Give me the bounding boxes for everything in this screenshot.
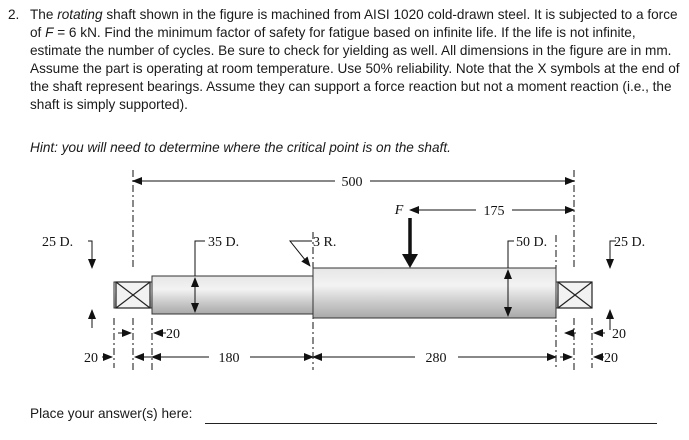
shaft-body xyxy=(114,268,592,318)
right-end-diameter-label: 25 D. xyxy=(614,235,646,250)
dim-left-segment xyxy=(152,351,313,366)
step-35-diameter-label: 35 D. xyxy=(208,235,240,250)
dim-overall xyxy=(133,175,574,190)
dim-mid-segment xyxy=(313,351,556,366)
answer-input-line[interactable] xyxy=(205,423,657,424)
problem-text-part: = 6 kN. Find the minimum factor of safety for fatigue based on infinite life. If the life is not infinite, estimate the number of cycles. Be sure to check for yielding as well. All dimensions in the figure are in mm. Assume the part is operating at room temperature. Use 50% reliability. Note that the X symbols at the end of the shaft represent bearings. Assume they can support a force reaction but not a moment reaction (i.e., the shaft is simply supported). xyxy=(30,25,680,112)
dim-right-shoulder-label: 20 xyxy=(612,327,626,342)
left-end-diameter xyxy=(42,235,92,328)
left-bearing xyxy=(116,282,150,308)
main-section-50 xyxy=(313,268,556,318)
dim-left-bearing-label: 20 xyxy=(84,351,98,366)
problem-text-part: The xyxy=(30,7,58,22)
dim-left-shoulder xyxy=(118,327,180,342)
hint-text: Hint: you will need to determine where the critical point is on the shaft. xyxy=(30,140,451,155)
dim-left-segment-label: 180 xyxy=(218,351,240,366)
dim-left-shoulder-label: 20 xyxy=(166,327,180,342)
right-bearing xyxy=(558,282,592,308)
dim-right-bearing-label: 20 xyxy=(604,351,618,366)
left-step-35 xyxy=(152,276,313,314)
applied-force xyxy=(394,203,418,268)
dim-overall-label: 500 xyxy=(341,175,363,190)
force-symbol: F xyxy=(45,25,54,40)
dim-left-bearing xyxy=(84,351,160,366)
problem-text-italic: rotating xyxy=(57,7,103,22)
right-end-diameter xyxy=(610,235,645,330)
fillet-radius-label: 3 R. xyxy=(313,235,337,250)
dim-right-bearing xyxy=(560,351,618,366)
big-diameter-label: 50 D. xyxy=(516,235,548,250)
dim-mid-segment-label: 280 xyxy=(425,351,447,366)
dim-force-label: 175 xyxy=(483,204,505,219)
problem-number: 2. xyxy=(8,7,20,22)
left-end-diameter-label: 25 D. xyxy=(42,235,74,250)
problem-text-part: shaft shown in the figure is machined from AISI 1020 cold-drawn steel. It is subjected to a force of xyxy=(30,7,678,40)
dim-force-position xyxy=(410,204,574,219)
answer-prompt: Place your answer(s) here: xyxy=(30,406,193,421)
force-label: F xyxy=(394,203,404,218)
